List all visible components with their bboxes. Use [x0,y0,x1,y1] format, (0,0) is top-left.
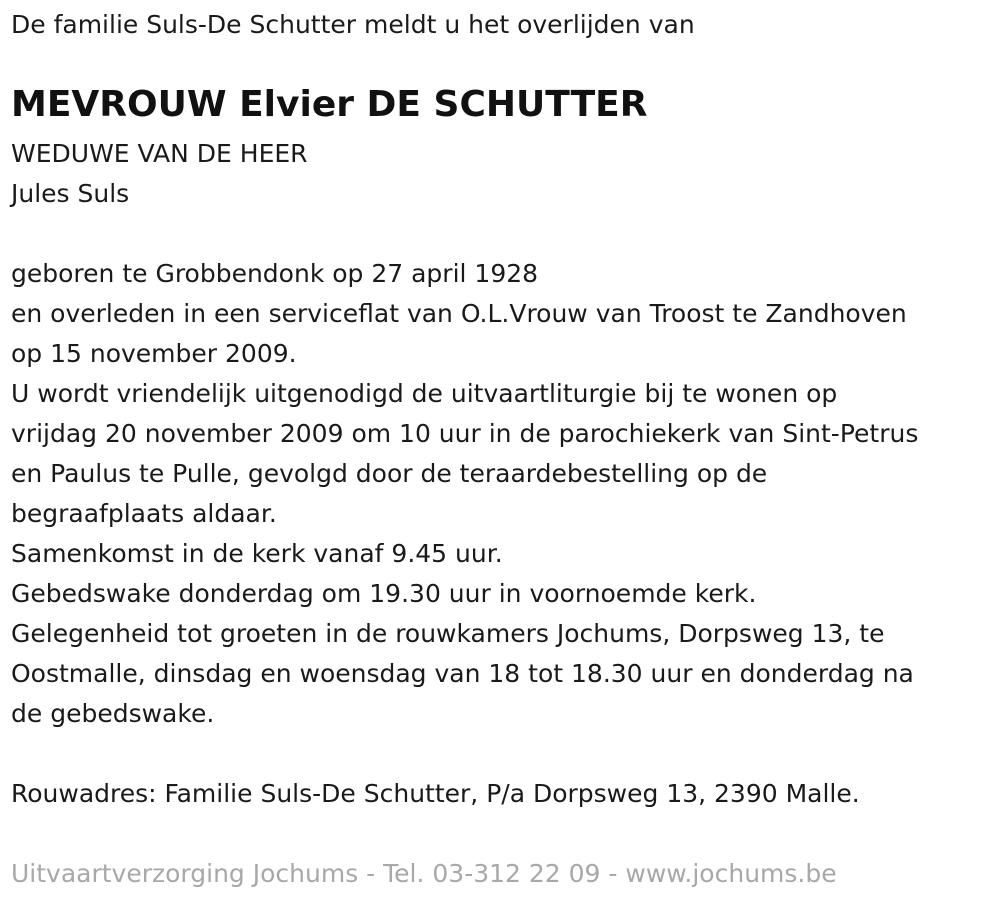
details-line: geboren te Grobbendonk op 27 april 1928 [11,259,539,288]
relation-block [11,134,308,214]
relation-line: WEDUWE VAN DE HEER [11,139,308,168]
intro-line: De familie Suls-De Schutter meldt u het overlijden van [11,10,695,39]
relation-line: Jules Suls [11,179,130,208]
details-line: op 15 november 2009. [11,339,297,368]
details-line: begraafplaats aldaar. [11,499,277,528]
details-line: Oostmalle, dinsdag en woensdag van 18 tot 18.30 uur en donderdag na [11,659,914,688]
details-line: Gelegenheid tot groeten in de rouwkamers Jochums, Dorpsweg 13, te [11,619,885,648]
details-line: U wordt vriendelijk uitgenodigd de uitvaartliturgie bij te wonen op [11,379,838,408]
details-line: en overleden in een serviceflat van O.L.Vrouw van Troost te Zandhoven [11,299,907,328]
mourning-address: Rouwadres: Familie Suls-De Schutter, P/a Dorpsweg 13, 2390 Malle. [11,779,860,808]
funeral-home-footer: Uitvaartverzorging Jochums - Tel. 03-312 22 09 - www.jochums.be [11,859,837,888]
details-block [11,254,918,734]
details-line: Gebedswake donderdag om 19.30 uur in voornoemde kerk. [11,579,757,608]
deceased-name: MEVROUW Elvier DE SCHUTTER [11,84,648,125]
details-line: en Paulus te Pulle, gevolgd door de teraardebestelling op de [11,459,768,488]
details-line: vrijdag 20 november 2009 om 10 uur in de parochiekerk van Sint-Petrus [11,419,919,448]
details-line: Samenkomst in de kerk vanaf 9.45 uur. [11,539,503,568]
details-line: de gebedswake. [11,699,215,728]
